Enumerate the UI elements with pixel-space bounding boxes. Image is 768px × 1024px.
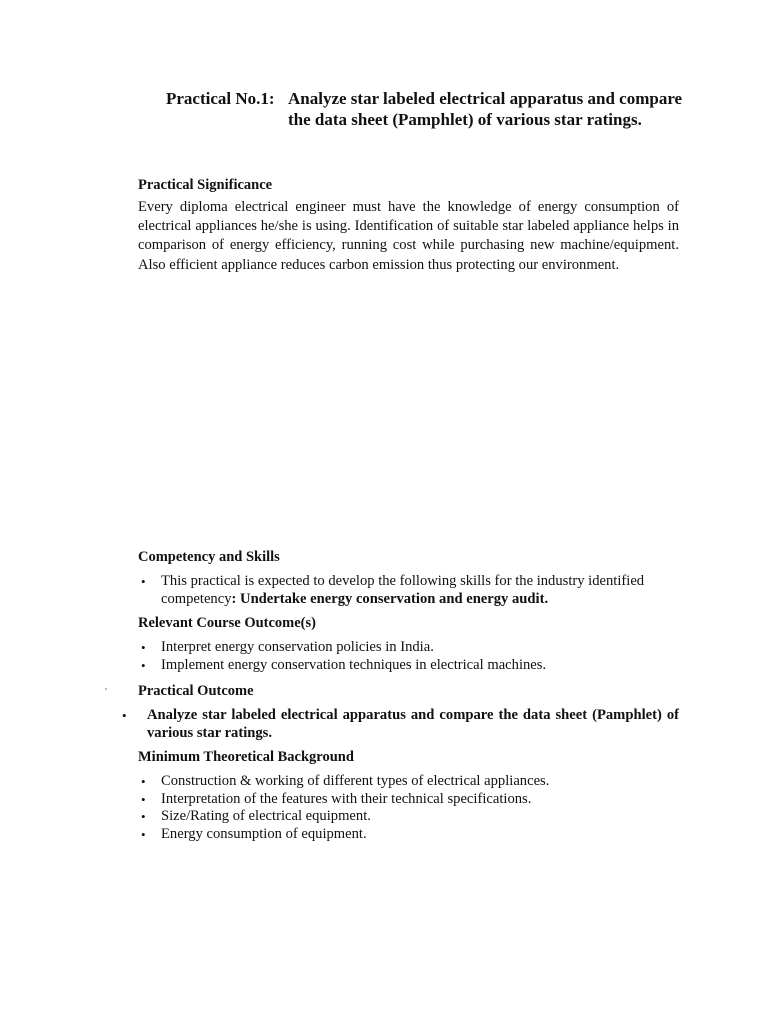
significance-paragraph: Every diploma electrical engineer must have the knowledge of energy consumption of electrical appliances he/she is using. Identification of suitable star labeled appliance helps in comparison of energy efficiency, running cost while purchasing new machine/equipment. Also efficient appliance reduces carbon emission thus protecting our environment. (138, 199, 679, 273)
course-outcomes-list (138, 639, 679, 674)
competency-item-text: This practical is expected to develop the following skills for the industry identified competency (161, 573, 645, 607)
background-item-text: Interpretation of the features with their technical specifications. (161, 790, 532, 807)
bullet-icon: • (141, 791, 146, 807)
practical-number: Practical No.1: (166, 89, 275, 108)
significance-heading: Practical Significance (138, 177, 273, 193)
competency-heading: Competency and Skills (138, 549, 280, 565)
page-title (166, 88, 686, 130)
bullet-icon: • (141, 640, 146, 655)
list-item (138, 573, 679, 608)
course-outcome-text: Implement energy conservation techniques in electrical machines. (161, 656, 547, 673)
list-item (138, 773, 679, 791)
competency-item-emphasis: : Undertake energy conservation and energy audit. (231, 590, 549, 607)
practical-outcome-heading: Practical Outcome (138, 683, 254, 699)
list-item (138, 657, 679, 675)
list-item (138, 639, 679, 657)
bullet-icon: • (141, 826, 146, 842)
background-item-text: Construction & working of different types of electrical appliances. (161, 773, 550, 789)
bullet-icon: • (122, 708, 127, 723)
scan-speck (105, 688, 107, 690)
course-outcomes-heading: Relevant Course Outcome(s) (138, 615, 316, 631)
list-item (138, 826, 679, 844)
background-list (138, 773, 679, 843)
competency-list (138, 573, 679, 608)
bullet-icon: • (141, 574, 146, 589)
background-item-text: Energy consumption of equipment. (161, 825, 367, 842)
list-item (138, 791, 679, 809)
bullet-icon: • (141, 774, 146, 789)
bullet-icon: • (141, 809, 146, 824)
practical-outcome-item (122, 707, 679, 742)
background-item-text: Size/Rating of electrical equipment. (161, 808, 371, 824)
bullet-icon: • (141, 657, 146, 673)
practical-outcome-text: Analyze star labeled electrical apparatus and compare the data sheet (Pamphlet) of various star ratings. (147, 707, 679, 741)
course-outcome-text: Interpret energy conservation policies in India. (161, 639, 434, 655)
list-item (138, 808, 679, 826)
background-heading: Minimum Theoretical Background (138, 749, 354, 765)
practical-title-text: Analyze star labeled electrical apparatus and compare the data sheet (Pamphlet) of various star ratings. (288, 89, 683, 129)
